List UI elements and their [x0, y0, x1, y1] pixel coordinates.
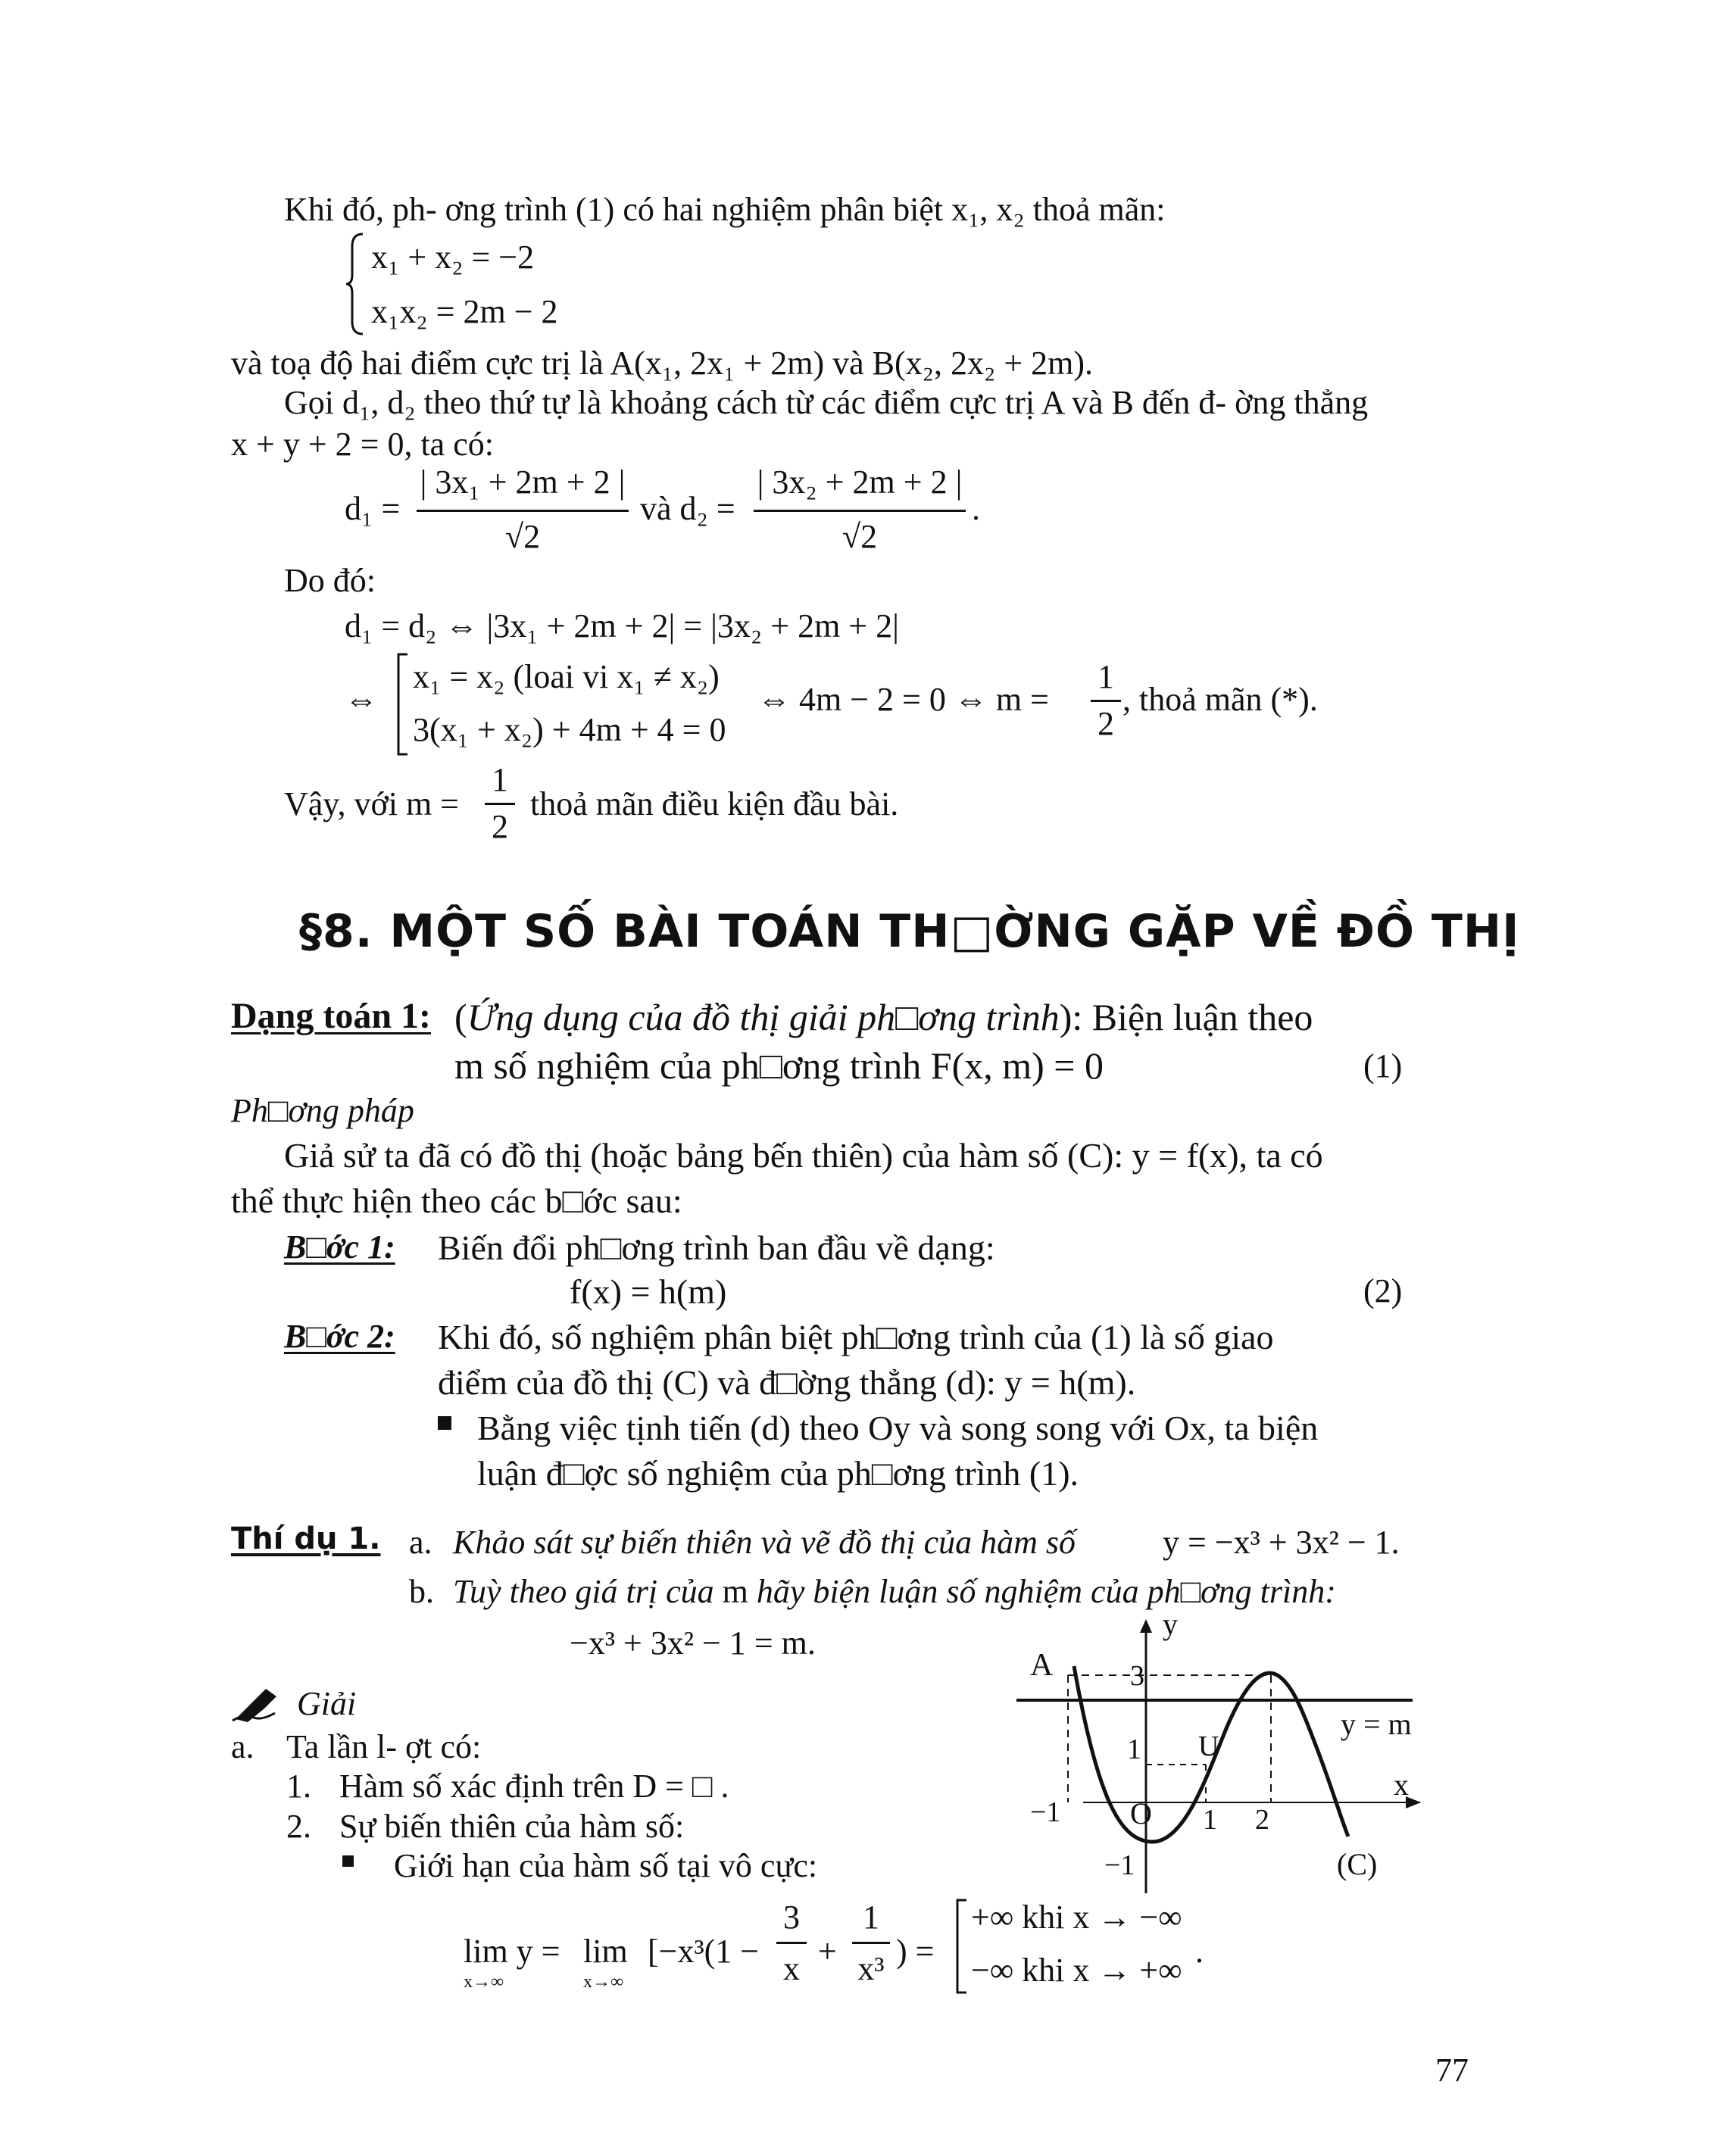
example-b-part2: hãy biện luận số nghiệm của ph□ơng trình:: [756, 1573, 1336, 1610]
method-heading: Ph□ơng pháp: [231, 1092, 414, 1129]
eq-number-1: (1): [1363, 1047, 1403, 1084]
goi-line-1: Gọi d₁, d₂ theo thứ tự là khoảng cách từ các điểm cực trị A và B đến đ- ờng thẳng: [284, 384, 1369, 421]
step2-text: Khi đó, số nghiệm phân biệt ph□ơng trình của (1) là số giao: [438, 1318, 1274, 1356]
frac-3-over-x: [776, 1901, 807, 1992]
dang-heading: [454, 998, 1313, 1036]
cases-bracket: [394, 651, 411, 757]
frac-1-den: x³: [857, 1950, 885, 1987]
conclusion-numerator: 1: [492, 761, 508, 798]
lim-case-2: −∞ khi x → +∞: [971, 1952, 1182, 1989]
intro-line: Khi đó, ph- ơng trình (1) có hai nghiệm phân biệt x₁, x₂ thoả mãn:: [284, 191, 1166, 228]
lim-plus: +: [818, 1933, 837, 1970]
lim-sub-1: x→∞: [464, 1972, 504, 1992]
d1-bar: [417, 510, 629, 512]
y-axis-arrow-icon: [1140, 1619, 1152, 1633]
d2-bar: [754, 510, 966, 512]
example-b-eq: −x³ + 3x² − 1 = m.: [570, 1624, 816, 1662]
half-numerator: 1: [1097, 658, 1114, 695]
tick-y-1: 1: [1127, 1734, 1141, 1765]
conclusion-bar: [485, 803, 515, 805]
method-p1: Giả sử ta đã có đồ thị (hoặc bảng bến thiên) của hàm số (C): y = f(x), ta có: [284, 1136, 1323, 1175]
tick-x-2: 2: [1255, 1804, 1269, 1836]
label-y: y: [1163, 1613, 1178, 1641]
frac-1-num: 1: [863, 1899, 879, 1936]
example-b-part1: Tuỳ theo giá trị của: [453, 1573, 714, 1610]
equality-line: d₁ = d₂ ⇔ |3x₁ + 2m + 2| = |3x₂ + 2m + 2|: [345, 607, 899, 644]
lim-bracket-expr: [−x³(1 −: [648, 1933, 760, 1970]
system-eq-1: x₁ + x₂ = −2: [371, 239, 535, 276]
result-line: ⇔ 4m − 2 = 0 ⇔ m =: [757, 681, 1049, 718]
dodo-line: Do đó:: [284, 562, 376, 599]
tick-x-minus1: −1: [1030, 1796, 1061, 1828]
frac-1-bar: [852, 1942, 890, 1944]
d2-numerator: | 3x₂ + 2m + 2 |: [757, 463, 963, 501]
frac-3-bar: [776, 1942, 807, 1944]
lim-case-1: +∞ khi x → −∞: [971, 1899, 1182, 1936]
sol-1-text: Hàm số xác định trên D = □ .: [339, 1768, 729, 1805]
lim-sub-2: x→∞: [583, 1972, 624, 1992]
lim-close: ) =: [896, 1933, 935, 1970]
d2-denominator: √2: [841, 518, 878, 555]
lim-left: lim y =: [464, 1933, 560, 1970]
d2-period: .: [972, 490, 980, 527]
system-brace: [345, 231, 367, 337]
sol-2-text: Sự biến thiên của hàm số:: [339, 1808, 685, 1845]
d1-numerator: | 3x₁ + 2m + 2 |: [420, 463, 626, 501]
example-b-m: m: [722, 1573, 748, 1610]
step1-label: B□ớc 1:: [284, 1228, 395, 1265]
tick-x-1: 1: [1203, 1804, 1217, 1836]
dang-rest: ): Biện luận theo: [1059, 996, 1313, 1038]
example-label: Thí dụ 1.: [231, 1521, 381, 1556]
dang-label: Dạng toán 1:: [231, 996, 432, 1036]
result-tail: , thoả mãn (*).: [1122, 681, 1318, 718]
lim-right: lim: [583, 1933, 628, 1970]
conclusion-text: Vậy, với m =: [284, 785, 459, 822]
label-curve-c: (C): [1337, 1847, 1378, 1881]
goi-line-2: x + y + 2 = 0, ta có:: [231, 426, 494, 463]
d2-label: và d₂ =: [640, 490, 735, 527]
conclusion-fraction: [485, 763, 515, 847]
sol-a-text: Ta lần l- ợt có:: [286, 1728, 482, 1765]
example-a-letter: a.: [409, 1524, 432, 1561]
giai-heading: Giải: [297, 1685, 357, 1722]
label-point-u: U: [1198, 1730, 1219, 1762]
bullet-line-2: luận đ□ợc số nghiệm của ph□ơng trình (1).: [477, 1454, 1079, 1493]
iff-symbol: ⇔: [345, 681, 378, 718]
section-title: §8. MỘT SỐ BÀI TOÁN TH□ỜNG GẶP VỀ ĐỒ THỊ: [299, 905, 1520, 958]
cubic-graph: [1000, 1613, 1424, 1901]
conclusion-tail: thoả mãn điều kiện đầu bài.: [530, 785, 899, 822]
tick-y-3: 3: [1130, 1660, 1144, 1692]
sol-3-text: Giới hạn của hàm số tại vô cực:: [394, 1847, 818, 1884]
example-b-letter: b.: [409, 1573, 434, 1610]
step1-text: Biến đổi ph□ơng trình ban đầu về dạng:: [438, 1228, 995, 1267]
frac-3-num: 3: [783, 1899, 800, 1936]
frac-3-den: x: [783, 1950, 800, 1987]
sol-a-letter: a.: [231, 1728, 254, 1765]
d1-label: d₁ =: [345, 490, 401, 527]
page-number: 77: [1435, 2052, 1469, 2089]
d1-denominator: √2: [504, 518, 541, 555]
dang-line-2: m số nghiệm của ph□ơng trình F(x, m) = 0: [454, 1044, 1104, 1087]
frac-1-over-x3: [852, 1901, 890, 1992]
half-fraction: [1091, 660, 1121, 744]
eq-number-2: (2): [1363, 1272, 1403, 1309]
coords-line: và toạ độ hai điểm cực trị là A(x₁, 2x₁ + 2m) và B(x₂, 2x₂ + 2m).: [231, 345, 1094, 382]
pencil-hand-icon: [231, 1683, 284, 1724]
tick-y-minus1: −1: [1104, 1849, 1135, 1881]
step2-label: B□ớc 2:: [284, 1318, 395, 1355]
label-x: x: [1394, 1768, 1409, 1802]
dang-italic: Ứng dụng của đồ thị giải ph□ơng trình: [467, 996, 1060, 1038]
bullet-square-icon: [438, 1416, 451, 1430]
case-line-2: 3(x₁ + x₂) + 4m + 4 = 0: [413, 711, 726, 748]
example-a-text: Khảo sát sự biến thiên và vẽ đồ thị của hàm số: [453, 1524, 1076, 1561]
system-eq-2: x₁x₂ = 2m − 2: [371, 293, 558, 330]
method-p2: thể thực hiện theo các b□ớc sau:: [231, 1181, 682, 1220]
lim-end: .: [1195, 1933, 1204, 1970]
label-y-equals-m: y = m: [1341, 1707, 1412, 1741]
d2-fraction: [754, 463, 966, 564]
d1-fraction: [417, 463, 629, 564]
step1-eq: f(x) = h(m): [570, 1272, 727, 1311]
conclusion-denominator: 2: [492, 808, 508, 845]
example-b-text: [453, 1575, 1336, 1609]
dang-paren: (: [454, 996, 467, 1038]
label-point-a: A: [1030, 1648, 1054, 1683]
sol-bullet-icon: [342, 1855, 354, 1867]
half-bar: [1091, 700, 1121, 702]
half-denominator: 2: [1097, 705, 1114, 742]
lim-cases-bracket: [953, 1897, 969, 1996]
label-origin: O: [1130, 1796, 1152, 1830]
sol-2-number: 2.: [286, 1808, 311, 1845]
step2-line-2: điểm của đồ thị (C) và đ□ờng thẳng (d): y = h(m).: [438, 1363, 1136, 1402]
case-line-1: x₁ = x₂ (loai vi x₁ ≠ x₂): [413, 658, 720, 695]
example-a-eq: y = −x³ + 3x² − 1.: [1163, 1524, 1400, 1561]
bullet-line-1: Bằng việc tịnh tiến (d) theo Oy và song song với Ox, ta biện: [477, 1409, 1319, 1447]
sol-1-number: 1.: [286, 1768, 311, 1805]
